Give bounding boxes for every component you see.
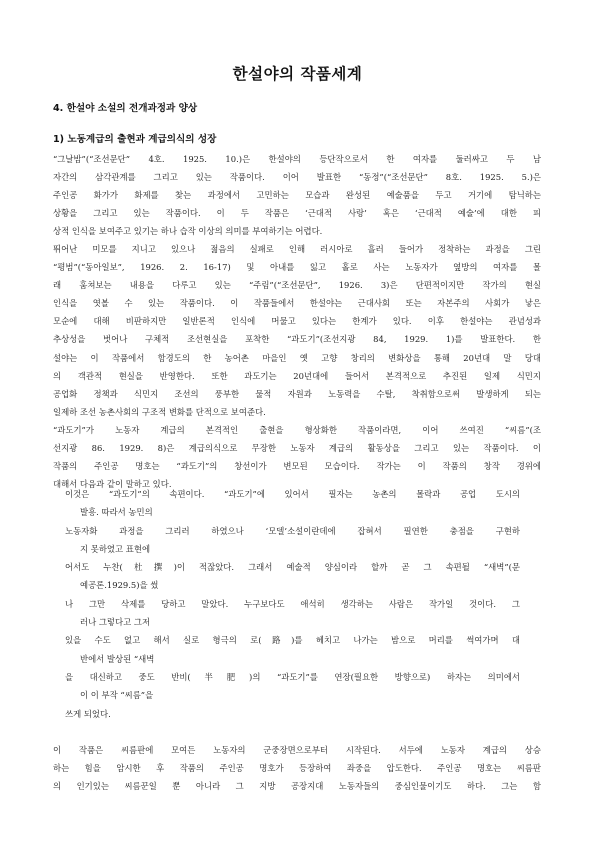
body-line: 작품의 주인공 명호는 “과도기”의 창선이가 변모된 모습이다. 작가는 이 작품의 창작 경위에 (53, 460, 541, 471)
body-line: 래 훔쳐보는 내용을 다루고 있는 “주림”(“조선문단”, 1926. 3)은 단편적이지만 작가의 현실 (53, 280, 541, 291)
quote-line: 어서도 누찬(杜撰)이 적잖았다. 그래서 예술적 양심이라 할까 곧 그 속편될 “새벽”(문 (65, 562, 520, 573)
document-title: 한설야의 작품세계 (232, 65, 363, 83)
body-line: 의 객관적 현실을 반영한다. 또한 과도기는 20년대에 들어서 본격적으로 추진된 일제 식민지 (53, 370, 541, 381)
section-heading: 4. 한설야 소설의 전개과정과 양상 (53, 103, 198, 114)
body-line: 추상성을 벗어나 구체적 조선현실을 포착한 “과도기”(조선지광 84, 1929. 1)를 발표한다. 한 (53, 334, 541, 345)
quote-line: 지 못하였고 표현에 (80, 543, 151, 554)
body-line: 상황을 그리고 있는 작품이다. 이 두 작품은 ‘근대적 사랑’ 혹은 ‘근대적 예술’에 대한 피 (53, 208, 541, 219)
quote-line: 반에서 발상된 “새벽 (80, 653, 155, 664)
quote-line: 쓰게 되었다. (65, 708, 111, 719)
body-line: 주인공 화가가 화제를 찾는 과정에서 고민하는 모습과 완성된 예술품을 두고 거기에 탐닉하는 (53, 190, 541, 201)
body-line: 모순에 대해 비판하지만 일반론적 인식에 머물고 있다는 한계가 있다. 이후 한설야는 관념성과 (53, 316, 541, 327)
body-line: 대해서 다음과 같이 말하고 있다. (53, 478, 172, 489)
quote-line: 노동자화 과정을 그리러 하였으나 ‘모델’소설이란데에 잡혀서 필연한 충점을 구현하 (65, 525, 520, 536)
body-line: 상적 인식을 보여주고 있기는 하나 습작 이상의 의미를 부여하기는 어렵다. (53, 226, 323, 237)
body-line: 뛰어난 미모를 지니고 있으나 젊음의 실패로 인해 러시아로 흘러 들어가 정착하는 과정을 그린 (53, 244, 541, 255)
block-quote (65, 485, 520, 723)
body-line: “그날밤”(“조선문단” 4호. 1925. 10.)은 한설야의 등단작으로서 한 여자를 둘러싸고 두 남 (53, 154, 541, 164)
body-line: 공업화 정책과 식민지 조선의 풍부한 물적 자원과 노동력을 수탈, 착취함으로써 발생하게 되는 (53, 388, 541, 399)
body-line: “과도기”가 노동자 계급의 본격적인 출현을 형상화한 작품이라면, 이어 쓰여진 “씨름”(조 (53, 424, 541, 435)
body-line: 하는 힘을 암시한 후 작품의 주인공 명호가 등장하여 좌중을 압도한다. 주인공 명호는 씨름판 (53, 763, 541, 774)
quote-line: 나 그만 삭제를 당하고 말았다. 누구보다도 애석히 생각하는 사람은 작가일 것이다. 그 (65, 598, 520, 609)
quote-line: 이것은 “과도기”의 속편이다. “과도기”에 있어서 필자는 농촌의 몰락과 공업 도시의 (65, 489, 520, 499)
body-line: 선지광 86. 1929. 8)은 계급의식으로 무장한 노동자 계급의 활동상을 그리고 있는 작품이다. 이 (53, 442, 541, 453)
body-line: 의 인기있는 씨름꾼일 뿐 아니라 그 지방 공장지대 노동자들의 중심인물이기도 하다. 그는 함 (53, 781, 541, 792)
closing-paragraph (53, 741, 541, 795)
body-line: 일제하 조선 농촌사회의 구조적 변화를 단적으로 보여준다. (53, 406, 266, 417)
quote-line: 발흥. 따라서 농민의 (80, 507, 153, 518)
body-line: 인식을 엿볼 수 있는 작품이다. 이 작품들에서 한설야는 근대사회 또는 자본주의 사회가 낳은 (53, 298, 541, 309)
quote-line: 을 대신하고 중도 반비(半肥)의 “과도기”를 연장(필요한 방향으로) 하자는 의미에서 (65, 671, 520, 682)
body-line: 설야는 이 작품에서 함경도의 한 농어촌 마을인 옛 고향 창리의 변화상을 통해 20년대 말 당대 (53, 352, 541, 363)
body-line: 자간의 삼각관계를 그리고 있는 작품이다. 이어 발표한 “동정”(“조선문단” 8호. 1925. 5.)은 (53, 172, 541, 183)
body-line: “평범”(“동아일보”, 1926. 2. 16-17) 및 아내를 잃고 홀로 사는 노동자가 옆방의 여자를 몰 (53, 262, 541, 273)
body-line: 이 작품은 씨름판에 모여든 노동자의 군중장면으로부터 시작된다. 서두에 노동자 계급의 상승 (53, 745, 541, 755)
quote-line: 있을 수도 없고 해서 실로 형극의 로(路)를 헤치고 나가는 밤으로 머리를 썩여가며 대 (65, 635, 520, 646)
quote-line: 예공론.1929.5)을 썼 (80, 580, 159, 591)
quote-line: 러나 그렇다고 그저 (80, 617, 151, 628)
body-paragraphs (53, 150, 541, 493)
subsection-heading: 1) 노동계급의 출현과 계급의식의 성장 (53, 134, 217, 145)
quote-line: 이 이 부작 “씨름”을 (80, 690, 154, 701)
